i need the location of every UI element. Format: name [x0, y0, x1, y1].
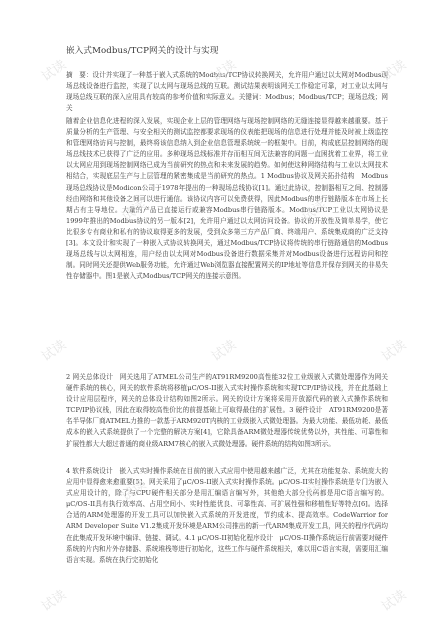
body-paragraph-design: 2 网关总体设计 网关选用了ATMEL公司生产的AT91RM9200高性能32位工业级嵌入式微处理器作为网关硬件系统的核心，网关的软件系统将移植μC/OS-II嵌入式实时操作系统和实现TCP/IP协议栈，并在此基础上设计应用层程序，网关的总体设计结构如图2所示。网关的设计方案将采用开放源代码的嵌入式操作系统和TCP/IP协议栈，因此在取得较高性价比的前提基础上可取得最佳的扩展性。3 硬件设计 AT91RM9200是著名半导体厂商ATMEL力推的一款基于ARM920T内核的工业级嵌入式微处理器。为最大功能、最低功耗、最低成本的嵌入式系统提供了一个完整的解决方案[4]，它除具备ARM微处理器传统优势以外，其性能、可靠性和扩展性都大大超过普通的商业级ARM7核心的嵌入式微处理器。硬件系统的结构如图3所示。 — [66, 373, 388, 448]
watermark: 试读 — [299, 197, 330, 225]
abstract-paragraph: 摘 要：设计并实现了一种基于嵌入式系统的Modbus/TCP协议转换网关，允许用户通过以太网对Modbus现场总线设备进行监控，实现了以太网与现场总线的互联。测试结果表明该网关工作稳定可靠，对工业以太网与现场总线互联的深入应用具有较高的参考价值和实际意义。关键词：Modbus；Modbus/TCP；现场总线；网关 — [66, 71, 388, 113]
watermark: 试读 — [39, 337, 70, 365]
paper-title: 嵌入式Modbus/TCP网关的设计与实现 — [66, 46, 219, 56]
watermark: 试读 — [299, 477, 330, 505]
watermark: 试读 — [209, 57, 240, 85]
watermark: 试读 — [119, 197, 150, 225]
watermark: 试读 — [209, 337, 240, 365]
watermark: 试读 — [379, 337, 410, 365]
watermark: 试读 — [39, 587, 70, 615]
watermark: 试读 — [379, 587, 410, 615]
body-paragraph-software: 4 软件系统设计 嵌入式实时操作系统在目前的嵌入式应用中使用越来越广泛，尤其在功能复杂、系统庞大的应用中显得愈来愈重要[5]。网关采用了μC/OS-II嵌入式实时操作系统。μC/OS-II实时操作系统是专门为嵌入式应用设计的，除了与CPU硬件相关部分是用汇编语言编写外，其他绝大部分代码都是用C语言编写的。μC/OS-II具有执行效率高、占用空间小、实时性能优良、可靠性高、可扩展性强和移植性好等特点[6]。选择合适的ARM处理器的开发工具可以加快嵌入式系统的开发进度，节约成本、提高效率。CodeWarrior for ARM Developer Suite V1.2集成开发环境是ARM公司推出的新一代ARM集成开发工具，网关的程序代码均在此集成开发环境中编译、链接、调试。4.1 μC/OS-II初始化程序设计 μC/OS-II操作系统运行前需要对硬件系统的片内和片外存储器、系统堆栈等进行初始化，这些工作与硬件系统相关，难以用C语言实现，需要用汇编语言实现。系统在执行完初始化 — [66, 467, 388, 564]
watermark: 试读 — [39, 57, 70, 85]
body-paragraph-introduction: 随着企业信息化进程的深入发展，实现企业上层的管理网络与现场控制网络的无缝连接显得越来越重要。基于质量分析的生产管理、与安全相关的测试监控都要求现场的仪表能把现场的信息进行处理并能及时被上级监控和管理网络访问与控制，最终将该信息纳入到企业信息管理系统统一的框架中。目前，构成底层控制网络的现场总线技术已获得了广泛的应用。多种现场总线标准并存而相互间无法兼容的问题一直困扰着工业界，将工业以太网应用到现场控制网络已成为当前研究的热点和未来发展的趋势。如何使这种网络结构与工业以太网技术相结合，实现底层生产与上层管理的紧密集成是当前研究的热点。1 Modbus协议及网关拓扑结构 Modbus现场总线协议是Modicon公司于1978年提出的一种现场总线协议[1]。通过此协议，控制器相互之间、控制器经由网络和其他设备之间可以进行通信。该协议内容可以免费获得，因此Modbus的串行链路版本在市场上长期占有主导地位。大量的产品已直接运行或兼容Modbus串行链路版本。Modbus/TCP工业以太网协议是1999年推出的Modbus协议的另一版本[2]，允许用户通过以太网访问设备。协议的开放性及简单易学，使它比很多专有商业和私有的协议取得更多的发展，受到众多第三方产品厂商、终端用户、系统集成商的广泛支持[3]。本文设计和实现了一种嵌入式协议转换网关，通过Modbus/TCP协议将传统的串行链路通信的Modbus现场总线与以太网相连，用户经由以太网对Modbus设备进行数据采集并对Modbus设备进行远程访问和控制。同时网关还提供Web服务功能，允许通过Web浏览器直接配置网关的IP地址等信息并保存到网关的非易失性存储器中。图1是嵌入式Modbus/TCP网关的连接示意图。 — [66, 117, 388, 281]
watermark: 试读 — [119, 477, 150, 505]
watermark: 试读 — [379, 57, 410, 85]
